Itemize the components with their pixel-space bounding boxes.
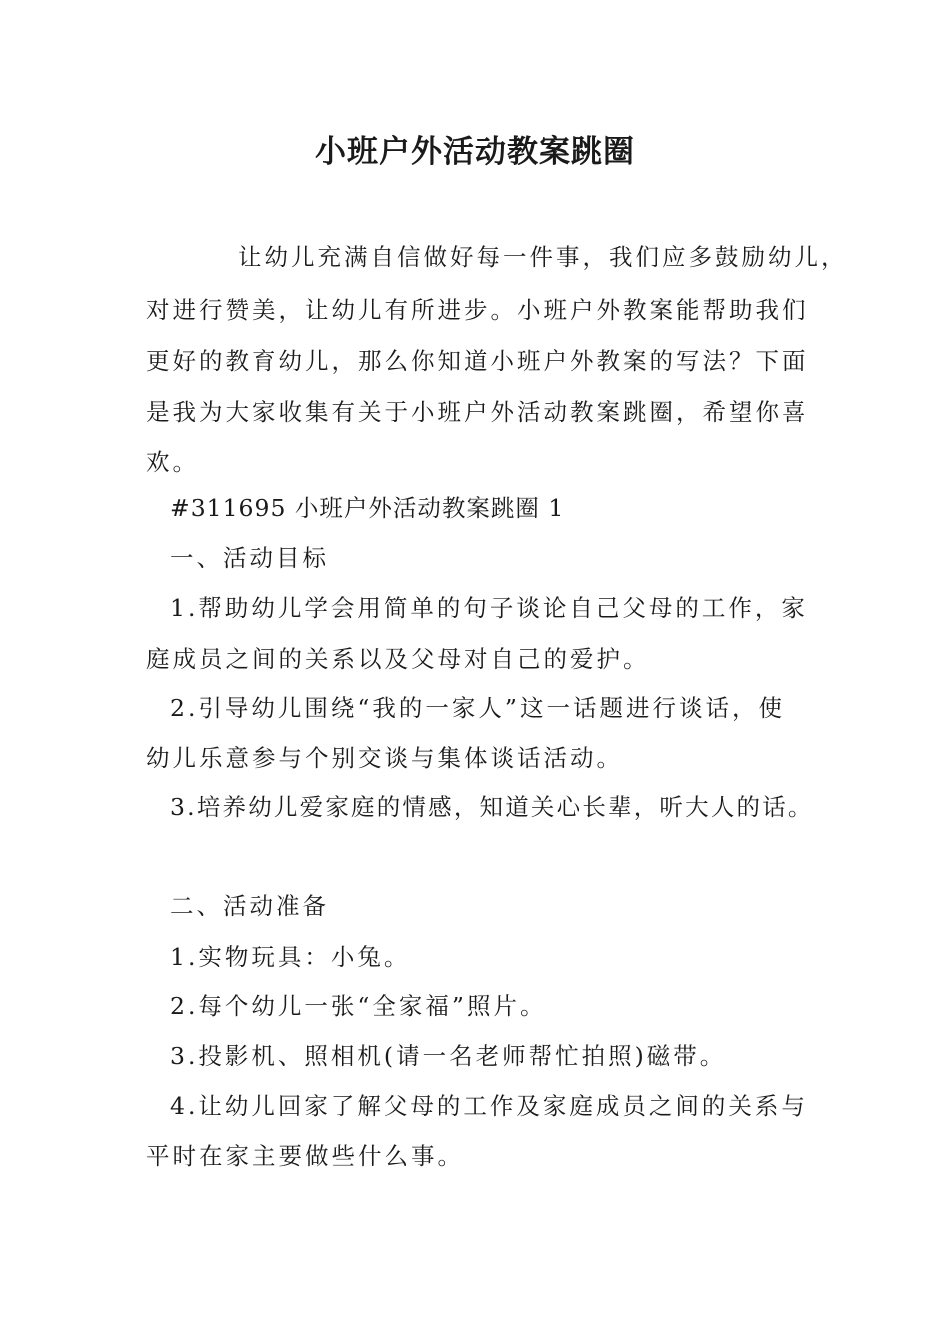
intro-line-2: 对进行赞美，让幼儿有所进步。小班户外教案能帮助我们 (146, 296, 809, 324)
goals-heading: 一、活动目标 (170, 544, 329, 572)
intro-line-4: 是我为大家收集有关于小班户外活动教案跳圈，希望你喜 (146, 398, 809, 426)
goal-2-line-2: 幼儿乐意参与个别交谈与集体谈话活动。 (146, 744, 623, 772)
intro-line-5: 欢。 (146, 448, 199, 476)
prep-item-1: 1.实物玩具：小兔。 (170, 943, 411, 971)
prep-heading: 二、活动准备 (170, 892, 329, 920)
intro-line-3: 更好的教育幼儿，那么你知道小班户外教案的写法？下面 (146, 347, 809, 375)
goal-1-line-2: 庭成员之间的关系以及父母对自己的爱护。 (146, 645, 650, 673)
goal-1-line-1: 1.帮助幼儿学会用简单的句子谈论自己父母的工作，家 (170, 594, 808, 622)
intro-line-1: 让幼儿充满自信做好每一件事，我们应多鼓励幼儿， (238, 243, 848, 271)
prep-item-4-line-1: 4.让幼儿回家了解父母的工作及家庭成员之间的关系与 (170, 1092, 808, 1120)
section-heading: #311695 小班户外活动教案跳圈 1 (170, 494, 565, 522)
goal-2-line-1: 2.引导幼儿围绕“我的一家人”这一话题进行谈话，使 (170, 694, 785, 722)
prep-item-2: 2.每个幼儿一张“全家福”照片。 (170, 992, 547, 1020)
prep-item-3: 3.投影机、照相机(请一名老师帮忙拍照)磁带。 (170, 1042, 727, 1070)
prep-item-4-line-2: 平时在家主要做些什么事。 (146, 1142, 464, 1170)
document-title: 小班户外活动教案跳圈 (315, 134, 635, 170)
goal-3: 3.培养幼儿爱家庭的情感，知道关心长辈，听大人的话。 (170, 793, 814, 821)
